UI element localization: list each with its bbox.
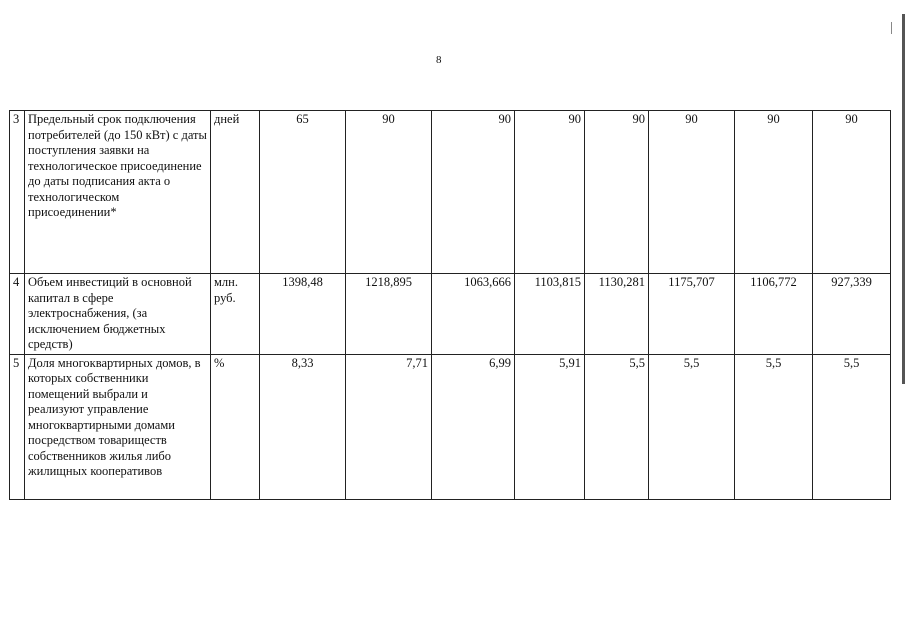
indicator-name: Предельный срок подключения потребителей (до 150 кВт) с даты поступления заявки на технологическое присоединение до даты подписания акта о технологическом присоединении* [25,111,211,274]
page-number: 8 [436,54,442,66]
value-cell: 1063,666 [432,274,515,355]
value-cell: 90 [585,111,649,274]
indicators-table [9,110,891,500]
value-cell: 90 [735,111,813,274]
table-row [10,274,891,355]
value-cell: 927,339 [813,274,891,355]
value-cell: 7,71 [346,354,432,499]
value-cell: 90 [649,111,735,274]
value-cell: 65 [260,111,346,274]
value-cell: 5,5 [585,354,649,499]
value-cell: 1103,815 [515,274,585,355]
table-row [10,354,891,499]
value-cell: 1175,707 [649,274,735,355]
value-cell: 5,5 [649,354,735,499]
value-cell: 1106,772 [735,274,813,355]
unit: дней [211,111,260,274]
table-row [10,111,891,274]
value-cell: 8,33 [260,354,346,499]
value-cell: 1218,895 [346,274,432,355]
row-number: 4 [10,274,25,355]
scan-edge-tick [891,22,892,34]
unit: % [211,354,260,499]
value-cell: 6,99 [432,354,515,499]
value-cell: 90 [813,111,891,274]
indicator-name: Доля многоквартирных домов, в которых собственники помещений выбрали и реализуют управление многоквартирными домами посредством товариществ собственников жилья либо жилищных кооперативов [25,354,211,499]
value-cell: 90 [515,111,585,274]
value-cell: 1398,48 [260,274,346,355]
row-number: 3 [10,111,25,274]
row-number: 5 [10,354,25,499]
value-cell: 90 [432,111,515,274]
value-cell: 90 [346,111,432,274]
unit: млн. руб. [211,274,260,355]
value-cell: 5,91 [515,354,585,499]
indicator-name: Объем инвестиций в основной капитал в сфере электроснабжения, (за исключением бюджетных средств) [25,274,211,355]
value-cell: 5,5 [813,354,891,499]
value-cell: 1130,281 [585,274,649,355]
value-cell: 5,5 [735,354,813,499]
